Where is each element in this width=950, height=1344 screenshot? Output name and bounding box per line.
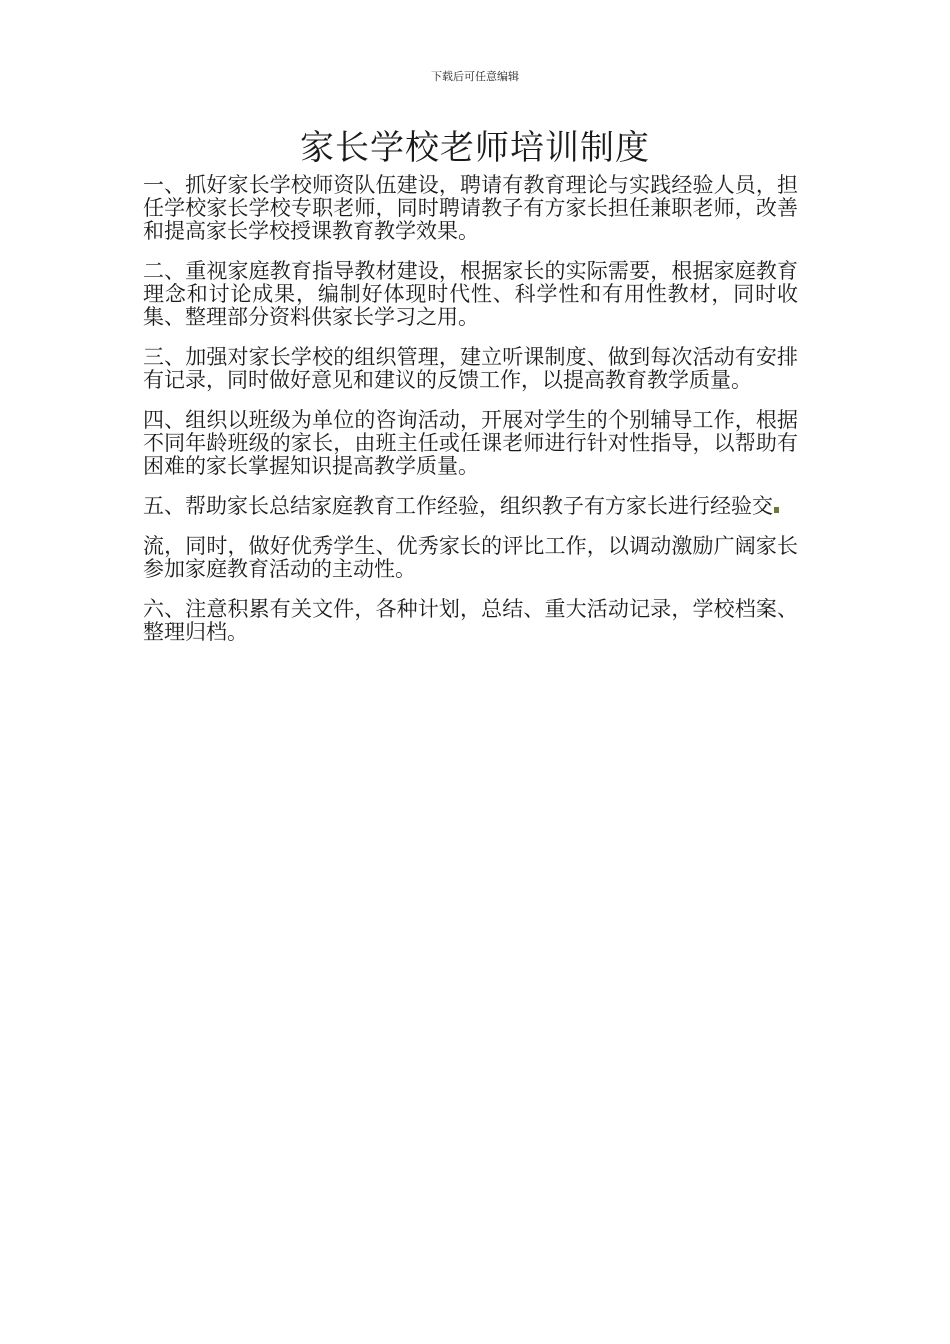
paragraph-6: 六、注意积累有关文件，各种计划，总结、重大活动记录，学校档案、整理归档。 [143,597,798,644]
document-body [143,174,798,661]
paragraph-4: 四、组织以班级为单位的咨询活动，开展对学生的个别辅导工作，根据不同年龄班级的家长，由班主任或任课老师进行针对性指导，以帮助有困难的家长掌握知识提高教学质量。 [143,408,798,478]
paragraph-5-continued: 流，同时，做好优秀学生、优秀家长的评比工作，以调动激励广阔家长参加家庭教育活动的主动性。 [143,534,798,581]
anchor-mark-icon [774,507,779,513]
paragraph-2: 二、重视家庭教育指导教材建设，根据家长的实际需要，根据家庭教育理念和讨论成果，编制好体现时代性、科学性和有用性教材，同时收集、整理部分资料供家长学习之用。 [143,259,798,329]
document-title: 家长学校老师培训制度 [300,128,650,168]
paragraph-3: 三、加强对家长学校的组织管理，建立听课制度、做到每次活动有安排有记录，同时做好意见和建议的反馈工作，以提高教育教学质量。 [143,345,798,392]
header-note: 下载后可任意编辑 [431,70,519,83]
paragraph-5-text: 五、帮助家长总结家庭教育工作经验，组织教子有方家长进行经验交 [143,494,773,518]
paragraph-5 [143,495,798,518]
paragraph-1: 一、抓好家长学校师资队伍建设，聘请有教育理论与实践经验人员，担任学校家长学校专职老师，同时聘请教子有方家长担任兼职老师，改善和提高家长学校授课教育教学效果。 [143,173,798,243]
